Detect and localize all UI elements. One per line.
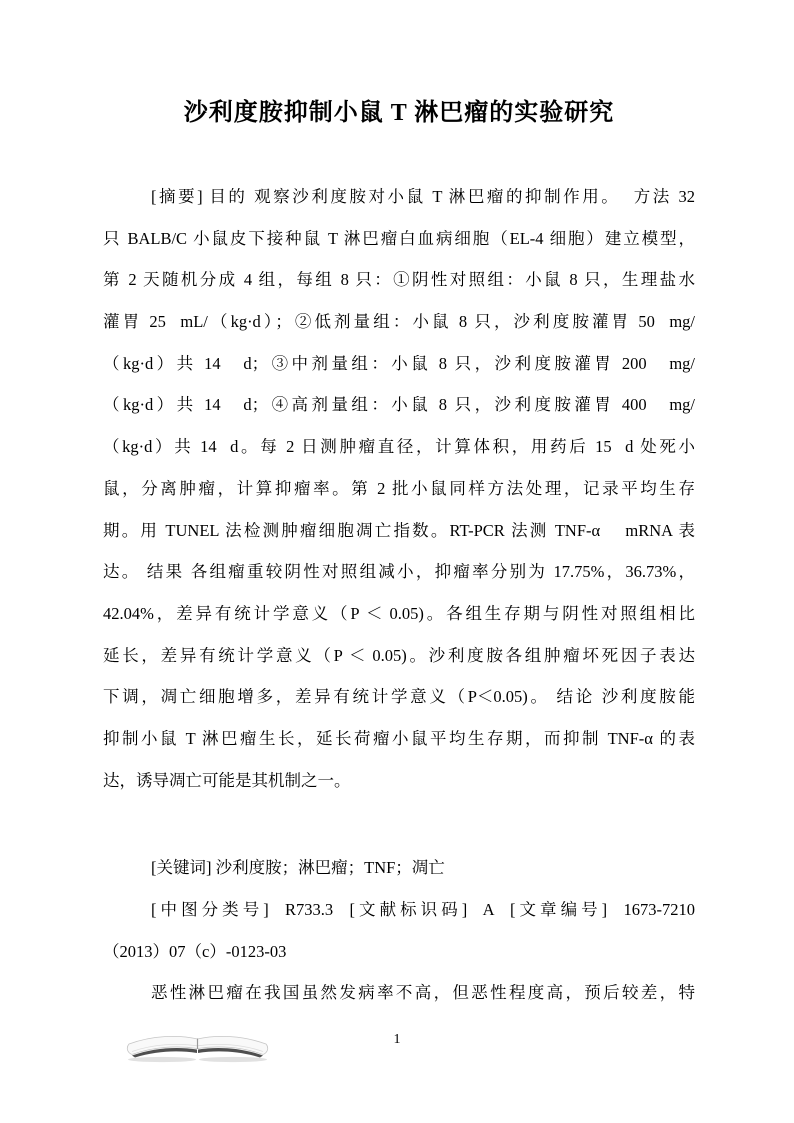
intro-line: 恶性淋巴瘤在我国虽然发病率不高，但恶性程度高，预后较差，特 xyxy=(151,983,695,1003)
abstract-line: 延长，差异有统计学意义（P ＜ 0.05)。沙利度胺各组肿瘤坏死因子表达 xyxy=(103,645,695,665)
abstract-line: 期。用 TUNEL 法检测肿瘤细胞凋亡指数。RT-PCR 法测 TNF-α mRNA 表 xyxy=(103,520,695,540)
abstract-line: 达。 结果 各组瘤重较阴性对照组减小，抑瘤率分别为 17.75%，36.73%， xyxy=(103,562,695,582)
keywords-line: [关键词] 沙利度胺；淋巴瘤；TNF；凋亡 xyxy=(151,858,445,878)
abstract-line: 灌胃 25 mL/（kg·d）；②低剂量组：小鼠 8 只，沙利度胺灌胃 50 mg/ xyxy=(103,312,695,332)
abstract-line: 达，诱导凋亡可能是其机制之一。 xyxy=(103,770,351,790)
abstract-line: 只 BALB/C 小鼠皮下接种鼠 T 淋巴瘤白血病细胞（EL-4 细胞）建立模型， xyxy=(103,228,695,248)
classification-line: （2013）07（c）-0123-03 xyxy=(103,941,287,961)
abstract-line: 鼠，分离肿瘤，计算抑瘤率。第 2 批小鼠同样方法处理，记录平均生存 xyxy=(103,478,695,498)
classification-line: [中图分类号] R733.3 [文献标识码] A [文章编号] 1673-7210 xyxy=(151,900,695,919)
abstract-line: 42.04%，差异有统计学意义（P ＜ 0.05)。各组生存期与阴性对照组相比 xyxy=(103,603,695,623)
abstract-line: 抑制小鼠 T 淋巴瘤生长，延长荷瘤小鼠平均生存期，而抑制 TNF-α 的表 xyxy=(103,728,695,748)
abstract-line: 下调，凋亡细胞增多，差异有统计学意义（P＜0.05)。 结论 沙利度胺能 xyxy=(103,687,695,707)
page-number: 1 xyxy=(393,1032,401,1047)
abstract-line: （kg·d）共 14 d；④高剂量组：小鼠 8 只，沙利度胺灌胃 400 mg/ xyxy=(103,395,695,415)
abstract-line: （kg·d）共 14 d；③中剂量组：小鼠 8 只，沙利度胺灌胃 200 mg/ xyxy=(103,353,695,373)
abstract-line: 第 2 天随机分成 4 组，每组 8 只：①阴性对照组：小鼠 8 只，生理盐水 xyxy=(103,270,695,290)
meta-section xyxy=(103,847,695,1014)
abstract-line: （kg·d）共 14 d。每 2 日测肿瘤直径，计算体积，用药后 15 d 处死小 xyxy=(103,437,695,457)
abstract-line: [摘要] 目的 观察沙利度胺对小鼠 T 淋巴瘤的抑制作用。 方法 32 xyxy=(151,187,695,206)
paper-title: 沙利度胺抑制小鼠 T 淋巴瘤的实验研究 xyxy=(183,100,615,126)
abstract-paragraph xyxy=(103,176,695,801)
